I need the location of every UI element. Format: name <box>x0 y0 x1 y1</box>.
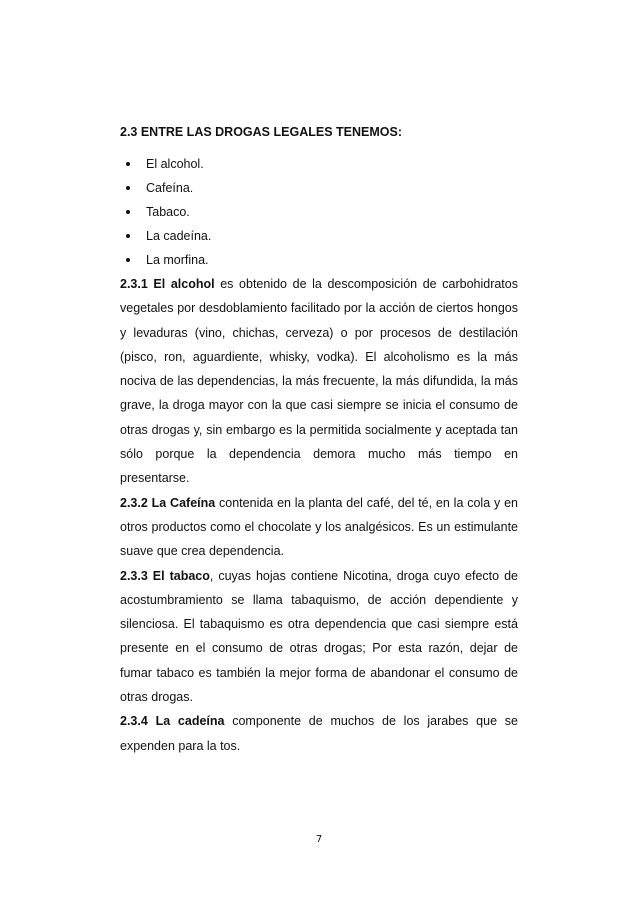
paragraph-text: contenida en la planta del café, del té, en la cola y en otros productos como el chocolate y los analgésicos. Es un estimulante suave que crea dependencia. <box>120 495 518 559</box>
list-item <box>120 248 518 272</box>
paragraph-lead: 2.3.3 El tabaco <box>120 568 210 583</box>
paragraph-text: , cuyas hojas contiene Nicotina, droga cuyo efecto de acostumbramiento se llama tabaquismo, de acción dependiente y silenciosa. El tabaquismo es otra dependencia que casi siempre está presente en el consumo de otras drogas; Por esta razón, dejar de fumar tabaco es también la mejor forma de abandonar el consumo de otras drogas. <box>120 568 518 705</box>
paragraph-alcohol <box>120 272 518 491</box>
list-item <box>120 224 518 248</box>
paragraph-text: componente de muchos de los jarabes que se expenden para la tos. <box>120 714 518 753</box>
list-item-text: El alcohol. <box>146 157 204 171</box>
paragraph-cadeina <box>120 709 518 758</box>
list-item-text: Cafeína. <box>146 181 194 195</box>
list-item <box>120 200 518 224</box>
paragraph-cafeina <box>120 491 518 564</box>
bullet-icon <box>126 162 130 166</box>
list-item <box>120 176 518 200</box>
list-item-text: La morfina. <box>146 253 209 267</box>
paragraph-tabaco <box>120 564 518 710</box>
paragraph-lead: 2.3.1 El alcohol <box>120 277 215 291</box>
paragraph-lead: 2.3.4 La cadeína <box>120 714 225 729</box>
list-item-text: La cadeína. <box>146 229 212 243</box>
list-item <box>120 152 518 176</box>
page-content <box>120 124 518 758</box>
paragraph-text: es obtenido de la descomposición de carbohidratos vegetales por desdoblamiento facilitado por la acción de ciertos hongos y levaduras (vino, chichas, cerveza) o por procesos de destilación (pisco, ron, aguardiente, whisky, vodka). El alcoholismo es la más nociva de las dependencias, la más frecuente, la más difundida, la más grave, la droga mayor con la que casi siempre se inicia el consumo de otras drogas y, sin embargo es la permitida socialmente y aceptada tan sólo porque la dependencia demora mucho más tiempo en presentarse. <box>120 277 518 486</box>
section-heading: 2.3 ENTRE LAS DROGAS LEGALES TENEMOS: <box>120 125 402 139</box>
drug-list <box>120 152 518 272</box>
bullet-icon <box>126 210 130 214</box>
page-number: 7 <box>315 834 323 845</box>
bullet-icon <box>126 258 130 262</box>
list-item-text: Tabaco. <box>146 205 190 219</box>
bullet-icon <box>126 234 130 238</box>
paragraph-lead: 2.3.2 La Cafeína <box>120 495 216 510</box>
bullet-icon <box>126 186 130 190</box>
